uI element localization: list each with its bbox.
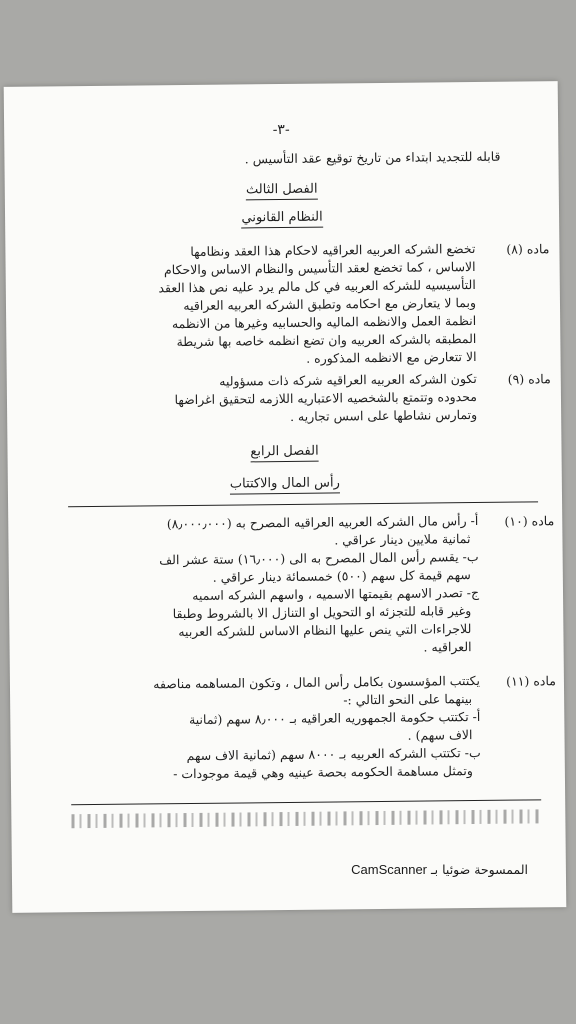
article-8-line: الا تتعارض مع الانظمه المذكوره .: [306, 348, 477, 366]
article-8-line: الاساس ، كما تخضع لعقد التأسيس والنظام الاساس والاحكام: [163, 258, 476, 278]
article-11-body: [153, 672, 481, 783]
article-11-line: أ- تكتتب حكومة الجمهوريه العراقيه بـ ٨٫٠٠٠ سهم (ثمانية: [188, 708, 481, 728]
article-10-line: سهم قيمة كل سهم (٥٠٠) خمسمائة دينار عراقي .: [212, 567, 471, 585]
article-9-line: محدوده وتتمتع بالشخصيه الاعتباريه اللازمه لتحقيق اغراضها: [174, 388, 478, 408]
article-11-line: بينهما على النحو التالي :-: [343, 691, 473, 708]
article-11-line: ب- تكتتب الشركه العربيه بـ ٨٠٠٠ سهم (ثمانية الاف سهم: [186, 744, 481, 764]
article-10-line: أ- رأس مال الشركه العربيه العراقيه المصرح به (٨٫٠٠٠٫٠٠٠): [166, 512, 479, 532]
article-11-line: الاف سهم) .: [407, 727, 473, 743]
scanned-page: [4, 81, 567, 913]
article-9-label: ماده (٩): [507, 371, 551, 387]
article-9-line: تكون الشركه العربيه العراقيه شركه ذات مسؤوليه: [219, 370, 477, 389]
section-divider: [68, 501, 538, 507]
intro-line: قابله للتجديد ابتداء من تاريخ توقيع عقد التأسيس .: [244, 148, 501, 167]
article-8-line: وبما لا يتعارض مع احكامه وتطبق الشركه العربيه العراقيه: [183, 294, 477, 314]
article-11-label: ماده (١١): [506, 673, 557, 689]
article-8-body: [158, 240, 477, 369]
chapter-3-title: الفصل الثالث: [5, 179, 559, 203]
watermark-prefix: الممسوحة ضوئيا بـ: [431, 862, 528, 877]
article-10-line: ب- يقسم رأس المال المصرح به الى (١٦٫٠٠٠) ستة عشر الف: [159, 548, 479, 568]
chapter-4-subtitle: رأس المال والاكتتاب: [8, 473, 562, 497]
decorative-border: [71, 809, 541, 828]
article-11-line: يكتتب المؤسسون بكامل رأس المال ، وتكون المساهمه مناصفه: [153, 672, 481, 692]
chapter-3-subtitle: النظام القانوني: [5, 207, 559, 231]
article-8-line: المطبقه بالشركه العربيه وان تضع انظمه خاصه بها شريطة: [176, 330, 477, 350]
article-8-line: تخضع الشركه العربيه العراقيه لاحكام هذا العقد ونظامها: [190, 240, 476, 259]
watermark-brand: CamScanner: [351, 862, 428, 877]
footer-rule: [71, 799, 541, 805]
article-10-line: ثمانية ملايين دينار عراقي .: [334, 531, 471, 548]
article-8-line: انظمة العمل والانظمه الماليه والحسابيه وغيرها من الانظمه: [171, 312, 477, 332]
article-11-line: وتمثل مساهمة الحكومه بحصة عينيه وهي قيمة موجودات -: [173, 763, 473, 782]
camscanner-watermark: [351, 862, 528, 877]
article-9-line: وتمارس نشاطها على اسس تجاريه .: [289, 406, 478, 424]
article-10-body: [159, 512, 480, 659]
article-10-line: ج- تصدر الاسهم بقيمتها الاسميه ، واسهم الشركه اسميه: [192, 584, 480, 603]
article-8-label: ماده (٨): [506, 241, 550, 257]
article-10-line: العراقيه .: [423, 639, 472, 655]
article-8-line: التأسيسيه للشركه العربيه في كل مالم يرد عليه نص هذا العقد: [158, 276, 476, 296]
page-number: -٣-: [272, 121, 290, 139]
article-10-line: للاجراءات التي ينص عليها النظام الاساس للشركه العربيه: [178, 621, 472, 640]
article-10-line: وغير قابله للتجزئه او التحويل او التنازل الا بالشروط وطبقا: [172, 603, 472, 622]
article-9-body: [174, 370, 477, 427]
article-10-label: ماده (١٠): [504, 513, 555, 529]
chapter-4-title: الفصل الرابع: [7, 441, 561, 465]
